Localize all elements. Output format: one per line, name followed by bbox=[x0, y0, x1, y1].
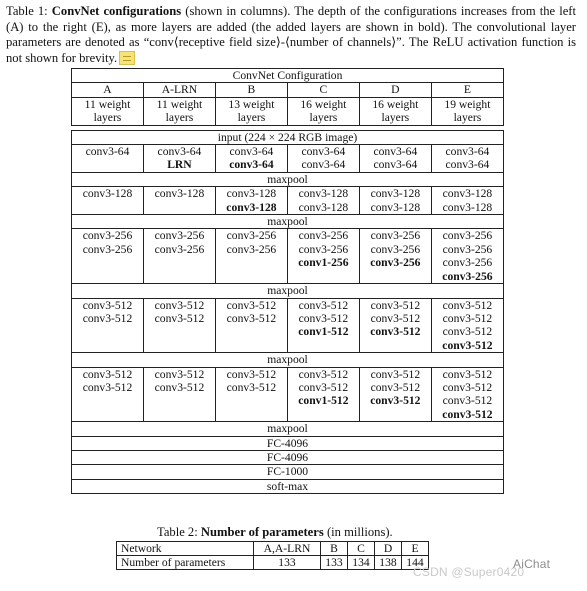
conv-block-cell bbox=[215, 229, 287, 284]
layer-label: conv3-64 bbox=[445, 158, 490, 172]
layer-label: conv3-128 bbox=[298, 187, 349, 201]
table1-caption bbox=[6, 4, 576, 66]
maxpool-cell-row bbox=[72, 284, 504, 298]
weight-layers-cell: 19 weight layers bbox=[431, 97, 503, 125]
layer-label: conv3-256 bbox=[370, 256, 421, 270]
maxpool-cell: maxpool bbox=[72, 172, 504, 186]
layer-label: conv3-128 bbox=[370, 200, 421, 214]
watermark-text: CSDN @Super0420 bbox=[413, 565, 525, 579]
layer-label: conv3-512 bbox=[442, 407, 493, 421]
column-letter: B bbox=[215, 83, 287, 97]
params-header-cell: B bbox=[321, 542, 348, 556]
conv-block-cell bbox=[143, 145, 215, 173]
caption2-text: (in millions). bbox=[326, 525, 393, 539]
layer-label: conv3-128 bbox=[442, 187, 493, 201]
conv-block-cell bbox=[143, 229, 215, 284]
params-value-cell: 134 bbox=[348, 556, 375, 570]
tail-layer-cell-row bbox=[72, 436, 504, 450]
layer-label: conv3-512 bbox=[370, 394, 421, 408]
column-letter: E bbox=[431, 83, 503, 97]
conv-block-cell bbox=[359, 229, 431, 284]
layer-label: conv3-512 bbox=[226, 298, 277, 312]
tail-layer-cell-row bbox=[72, 465, 504, 479]
layer-label: conv3-256 bbox=[442, 229, 493, 243]
layer-label: conv1-256 bbox=[298, 256, 349, 270]
caption1-text: (shown in columns). The depth of the configurations increases from the left (A) to the right (E), as more layers are added (the added layers are shown in bold). The convolutional layer parameters are denoted as “conv⟨receptive field size⟩-⟨number of channels⟩”. The ReLU activation function is not shown for brevity. bbox=[6, 4, 577, 65]
conv-block-cell bbox=[359, 298, 431, 353]
column-letters-row bbox=[72, 83, 504, 97]
conv-block-cell bbox=[72, 145, 144, 173]
layer-label: conv3-512 bbox=[370, 311, 421, 325]
layer-label: conv3-512 bbox=[298, 367, 349, 381]
layer-label: conv3-512 bbox=[442, 338, 493, 352]
conv-block-cell bbox=[287, 187, 359, 215]
conv-block-cell bbox=[143, 298, 215, 353]
layer-label: conv3-64 bbox=[229, 158, 274, 172]
caption1-bold: ConvNet configurations bbox=[51, 4, 182, 18]
conv-block-cell bbox=[72, 187, 144, 215]
config-header-row bbox=[72, 69, 504, 83]
tail-layer-cell: soft-max bbox=[72, 479, 504, 493]
params-header-cell: A,A-LRN bbox=[254, 542, 321, 556]
weight-layers-cell: 11 weight layers bbox=[143, 97, 215, 125]
column-letter: D bbox=[359, 83, 431, 97]
params-header-cell: Network bbox=[117, 542, 254, 556]
weight-layers-cell: 16 weight layers bbox=[287, 97, 359, 125]
layer-label: conv3-128 bbox=[154, 187, 205, 201]
config-header: ConvNet Configuration bbox=[72, 69, 504, 83]
layer-label: conv3-256 bbox=[154, 242, 205, 256]
layer-label: conv3-256 bbox=[370, 242, 421, 256]
tail-layer-cell: FC-4096 bbox=[72, 436, 504, 450]
layer-label: conv3-512 bbox=[370, 298, 421, 312]
layer-label: conv3-256 bbox=[226, 229, 277, 243]
layer-label: conv3-128 bbox=[226, 187, 277, 201]
layer-label: conv3-512 bbox=[154, 380, 205, 394]
layer-label: conv3-512 bbox=[82, 380, 133, 394]
layer-label: conv3-64 bbox=[301, 158, 346, 172]
layer-label: conv3-512 bbox=[370, 380, 421, 394]
conv-block-cell bbox=[359, 367, 431, 422]
conv-block-cell bbox=[287, 298, 359, 353]
caption1-label: Table 1: bbox=[6, 4, 48, 18]
conv-block-cell bbox=[143, 187, 215, 215]
params-header-cell: E bbox=[402, 542, 429, 556]
column-letter: A bbox=[72, 83, 144, 97]
params-value-cell: 133 bbox=[321, 556, 348, 570]
layer-label: conv3-512 bbox=[442, 325, 493, 339]
params-value-cell: Number of parameters bbox=[117, 556, 254, 570]
column-letter: C bbox=[287, 83, 359, 97]
layer-label: conv3-512 bbox=[442, 298, 493, 312]
layer-label: conv3-512 bbox=[226, 311, 277, 325]
input-row-cell-row bbox=[72, 130, 504, 144]
layer-label: conv3-128 bbox=[442, 200, 493, 214]
layer-label: conv3-128 bbox=[226, 200, 277, 214]
watermark-overlay-text: AiChat bbox=[513, 557, 551, 571]
conv-block-cell bbox=[431, 145, 503, 173]
conv-block-cell bbox=[431, 187, 503, 215]
conv-block-cell bbox=[431, 367, 503, 422]
tail-layer-cell: FC-4096 bbox=[72, 450, 504, 464]
layer-label: conv3-256 bbox=[442, 242, 493, 256]
layer-label: conv1-512 bbox=[298, 325, 349, 339]
layer-label: conv3-64 bbox=[85, 145, 130, 159]
params-value-row bbox=[117, 556, 429, 570]
weight-layers-cell: 13 weight layers bbox=[215, 97, 287, 125]
maxpool-cell-row bbox=[72, 172, 504, 186]
conv-block-cell bbox=[359, 187, 431, 215]
conv-block-row bbox=[72, 145, 504, 173]
layer-label: conv3-128 bbox=[298, 200, 349, 214]
params-value-cell: 138 bbox=[375, 556, 402, 570]
maxpool-cell: maxpool bbox=[72, 353, 504, 367]
maxpool-cell: maxpool bbox=[72, 215, 504, 229]
layer-label: conv3-512 bbox=[154, 298, 205, 312]
layer-label: conv3-512 bbox=[82, 311, 133, 325]
params-value-cell: 133 bbox=[254, 556, 321, 570]
layer-label: conv3-64 bbox=[301, 145, 346, 159]
params-header-row bbox=[117, 542, 429, 556]
conv-block-cell bbox=[215, 367, 287, 422]
weight-layers-cell: 16 weight layers bbox=[359, 97, 431, 125]
maxpool-cell-row bbox=[72, 353, 504, 367]
layer-label: conv3-512 bbox=[370, 325, 421, 339]
layer-label: conv3-256 bbox=[226, 242, 277, 256]
params-value-cell: 144 bbox=[402, 556, 429, 570]
conv-block-cell bbox=[215, 187, 287, 215]
weight-layers-row bbox=[72, 97, 504, 125]
tail-layer-cell-row bbox=[72, 479, 504, 493]
table2-caption bbox=[157, 525, 393, 540]
layer-label: conv3-128 bbox=[370, 187, 421, 201]
layer-label: conv3-256 bbox=[442, 256, 493, 270]
caption2-bold: Number of parameters bbox=[200, 525, 324, 539]
conv-block-cell bbox=[287, 145, 359, 173]
note-icon[interactable] bbox=[119, 51, 135, 65]
conv-block-cell bbox=[215, 298, 287, 353]
layer-label: conv3-512 bbox=[442, 394, 493, 408]
layer-label: conv3-512 bbox=[298, 380, 349, 394]
conv-block-row bbox=[72, 298, 504, 353]
layer-label: LRN bbox=[167, 158, 192, 172]
conv-block-cell bbox=[215, 145, 287, 173]
layer-label: conv3-256 bbox=[82, 229, 133, 243]
parameters-table bbox=[116, 541, 429, 570]
layer-label: conv3-64 bbox=[373, 158, 418, 172]
maxpool-cell: maxpool bbox=[72, 422, 504, 436]
layer-label: conv3-512 bbox=[226, 367, 277, 381]
conv-block-cell bbox=[72, 229, 144, 284]
layer-label: conv3-128 bbox=[82, 187, 133, 201]
params-header-cell: C bbox=[348, 542, 375, 556]
layer-label: conv3-512 bbox=[154, 367, 205, 381]
layer-label: conv3-64 bbox=[157, 145, 202, 159]
layer-label: conv3-512 bbox=[82, 298, 133, 312]
layer-label: conv1-512 bbox=[298, 394, 349, 408]
tail-layer-cell-row bbox=[72, 450, 504, 464]
layer-label: conv3-64 bbox=[229, 145, 274, 159]
layer-label: conv3-256 bbox=[298, 229, 349, 243]
conv-block-cell bbox=[431, 298, 503, 353]
layer-label: conv3-512 bbox=[442, 311, 493, 325]
layer-label: conv3-512 bbox=[298, 311, 349, 325]
layer-label: conv3-512 bbox=[154, 311, 205, 325]
layer-label: conv3-64 bbox=[445, 145, 490, 159]
layer-label: conv3-512 bbox=[370, 367, 421, 381]
layer-label: conv3-512 bbox=[298, 298, 349, 312]
tail-layer-cell: FC-1000 bbox=[72, 465, 504, 479]
layer-label: conv3-512 bbox=[442, 367, 493, 381]
layer-label: conv3-256 bbox=[154, 229, 205, 243]
input-row-cell: input (224 × 224 RGB image) bbox=[72, 130, 504, 144]
layer-label: conv3-256 bbox=[82, 242, 133, 256]
column-letter: A-LRN bbox=[143, 83, 215, 97]
layer-label: conv3-512 bbox=[226, 380, 277, 394]
conv-block-cell bbox=[72, 298, 144, 353]
layer-label: conv3-256 bbox=[298, 242, 349, 256]
layer-label: conv3-512 bbox=[442, 380, 493, 394]
conv-block-row bbox=[72, 367, 504, 422]
conv-block-cell bbox=[431, 229, 503, 284]
conv-block-cell bbox=[287, 229, 359, 284]
conv-block-cell bbox=[72, 367, 144, 422]
conv-block-row bbox=[72, 187, 504, 215]
params-header-cell: D bbox=[375, 542, 402, 556]
layer-label: conv3-256 bbox=[370, 229, 421, 243]
conv-block-cell bbox=[287, 367, 359, 422]
layer-label: conv3-256 bbox=[442, 269, 493, 283]
maxpool-cell: maxpool bbox=[72, 284, 504, 298]
weight-layers-cell: 11 weight layers bbox=[72, 97, 144, 125]
caption2-label: Table 2: bbox=[157, 525, 198, 539]
maxpool-cell-row bbox=[72, 215, 504, 229]
layer-label: conv3-512 bbox=[82, 367, 133, 381]
conv-block-cell bbox=[359, 145, 431, 173]
maxpool-cell-row bbox=[72, 422, 504, 436]
layer-label: conv3-64 bbox=[373, 145, 418, 159]
convnet-config-table bbox=[71, 68, 504, 494]
conv-block-row bbox=[72, 229, 504, 284]
conv-block-cell bbox=[143, 367, 215, 422]
